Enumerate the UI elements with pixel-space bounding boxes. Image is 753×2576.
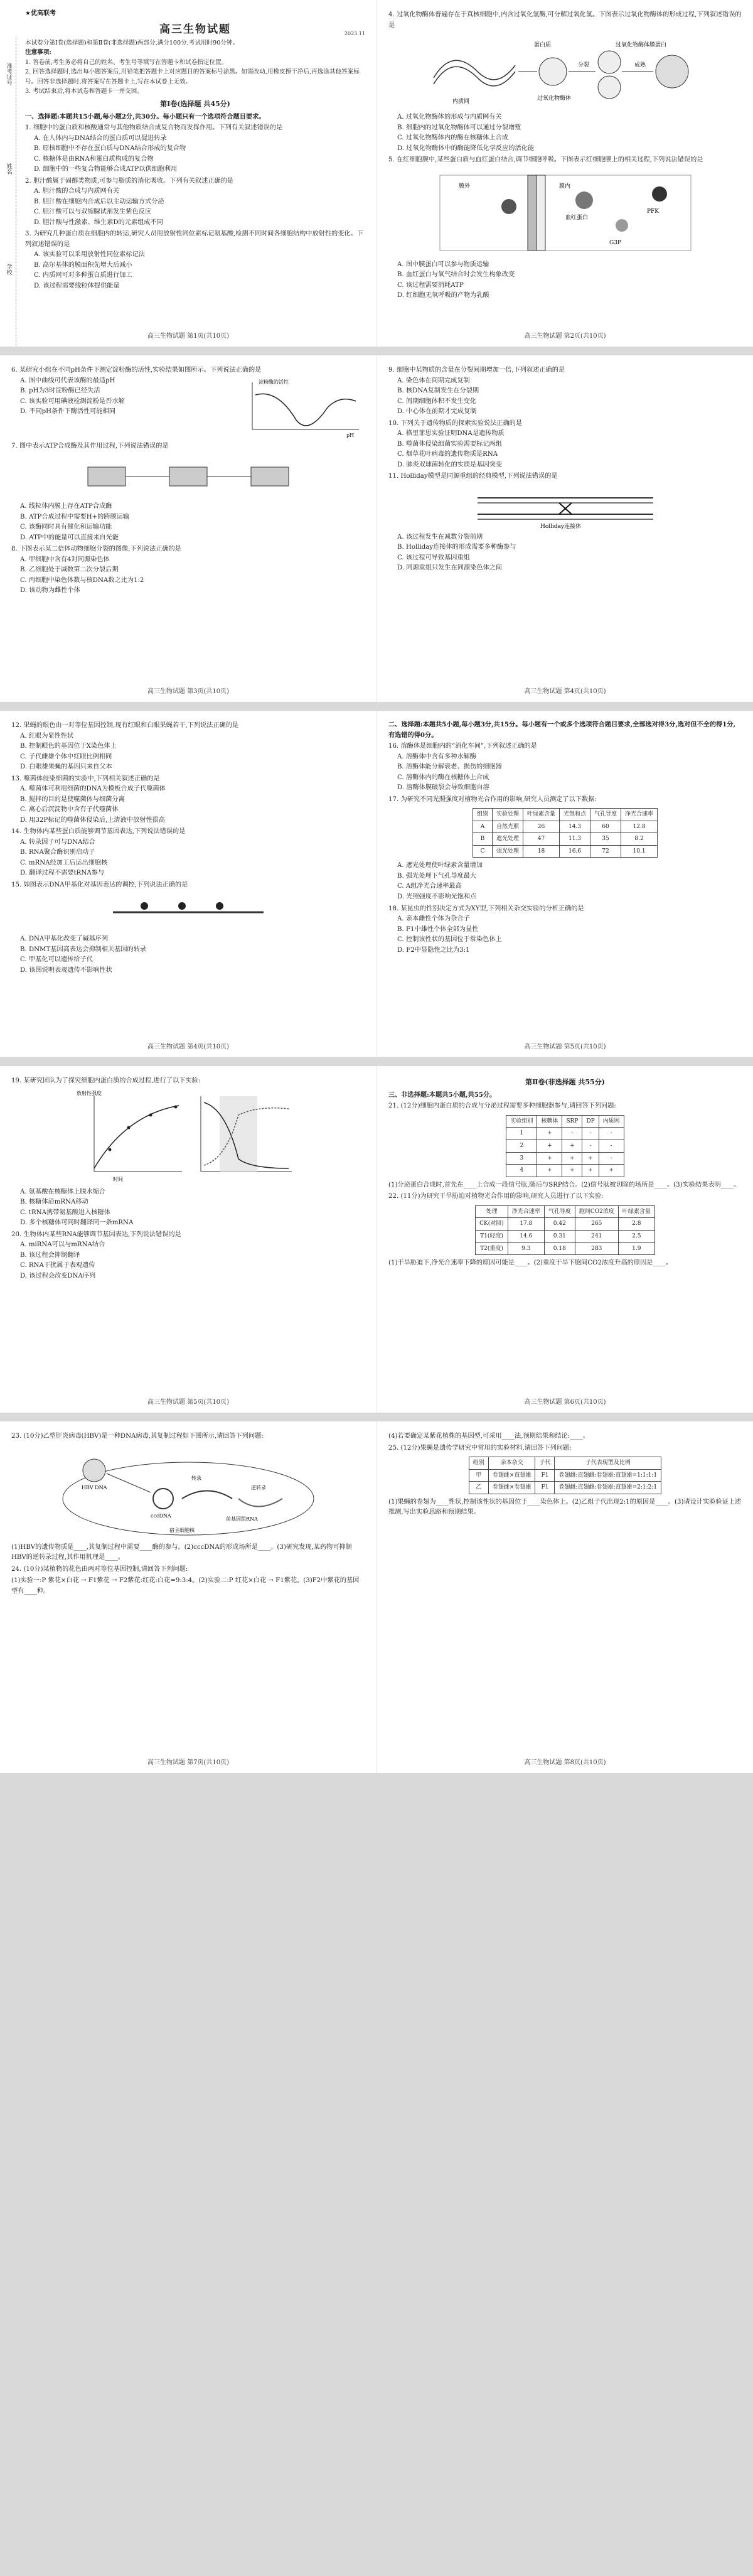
data-table <box>469 1457 661 1494</box>
option: D. 同源重组只发生在同源染色体之间 <box>397 564 503 572</box>
table-cell: 47 <box>523 833 559 846</box>
table-cell: - <box>562 1128 582 1140</box>
table-cell: A <box>473 821 492 833</box>
option: D. 该过程会改变DNA序列 <box>20 1272 96 1280</box>
page-footer: 高三生物试题 第8页(共10页) <box>524 1759 606 1766</box>
option: A. 线粒体内膜上存在ATP合成酶 <box>20 503 112 510</box>
page-2 <box>376 0 753 347</box>
option: D. 该图说明表观遗传不影响性状 <box>20 966 112 974</box>
table-row <box>469 1482 661 1494</box>
question: 18. 某昆虫的性别决定方式为XY型,下列相关杂交实验的分析正确的是 <box>388 905 584 912</box>
option: D. 翻译过程不需要tRNA参与 <box>20 870 105 877</box>
option: D. F2中显隐性之比为3:1 <box>397 946 470 954</box>
option: C. 该过程需要消耗ATP <box>397 281 464 289</box>
table-header: 胞间CO2浓度 <box>575 1205 618 1218</box>
table-cell: - <box>582 1140 599 1153</box>
section-title: 三、非选择题:本题共5小题,共55分。 <box>388 1091 496 1099</box>
table-header: 处理 <box>476 1205 508 1218</box>
section-title: 一、选择题:本题共15小题,每小题2分,共30分。每小题只有一个选项符合题目要求。 <box>25 112 265 121</box>
option: C. 该过程可导致基因重组 <box>397 554 470 561</box>
option: C. 核糖体是由RNA和蛋白质构成的复合物 <box>34 155 154 163</box>
table-header: 核糖体 <box>537 1115 562 1128</box>
table-header: 子代表现型及比例 <box>555 1457 661 1470</box>
chart-xlabel: pH <box>346 432 355 438</box>
option: B. RNA聚合酶识别启动子 <box>20 849 95 856</box>
page-footer: 高三生物试题 第2页(共10页) <box>524 332 606 340</box>
fig-label: Holliday连接体 <box>540 523 581 529</box>
fig-label: cccDNA <box>151 1512 171 1519</box>
fig-label: 膜内 <box>558 183 570 190</box>
option: C. RNA干扰属于表观遗传 <box>20 1262 95 1269</box>
table-cell: 9.3 <box>508 1242 544 1255</box>
table-cell: 卷翅雌:直翅雌:卷翅雄:直翅雄=2:1:2:1 <box>555 1482 661 1494</box>
option: A. 该过程发生在减数分裂前期 <box>397 533 483 541</box>
question: 11. Holliday模型是同源重组的经典模型,下列说法错误的是 <box>388 473 558 480</box>
table-cell: 11.3 <box>560 833 590 846</box>
option: D. 不同pH条件下酶活性可能相同 <box>20 408 115 416</box>
option: A. 过氧化物酶体的形成与内质网有关 <box>397 114 502 121</box>
option: C. 间期细胞体积不发生变化 <box>397 397 476 405</box>
table-row <box>476 1242 655 1255</box>
table-cell: 14.3 <box>560 821 590 833</box>
table-cell: + <box>537 1152 562 1165</box>
table-cell: 卷翅雌×卷翅雄 <box>488 1482 535 1494</box>
option: D. 溶酶体膜破裂会导致细胞自溶 <box>397 784 489 792</box>
option: B. 乙细胞处于减数第二次分裂后期 <box>20 566 119 574</box>
part-title: 第Ⅱ卷(非选择题 共55分) <box>525 1078 605 1086</box>
table-cell: F1 <box>535 1469 555 1482</box>
table-cell: + <box>562 1165 582 1177</box>
option: D. ATP中的能量可以直接来自光能 <box>20 534 119 541</box>
option: D. 该动物为雌性个体 <box>20 587 80 595</box>
note: 2. 回答选择题时,选出每小题答案后,用铅笔把答题卡上对应题目的答案标号涂黑。如需改动,用橡皮擦干净后,再选涂其他答案标号。回答非选择题时,将答案写在答题卡上,写在本试卷上无效。 <box>25 68 360 85</box>
page-footer: 高三生物试题 第3页(共10页) <box>147 687 230 695</box>
table-cell: 14.6 <box>508 1230 544 1242</box>
option: C. 胆汁酸可以与双缩脲试剂发生紫色反应 <box>34 208 152 216</box>
table-cell: 12.8 <box>621 821 658 833</box>
option: B. ATP合成过程中需要H+的跨膜运输 <box>20 513 130 520</box>
question: 7. 图中表示ATP合成酶及其作用过程,下列说法错误的是 <box>11 442 169 450</box>
table-row <box>473 833 657 846</box>
page-footer: 高三生物试题 第5页(共10页) <box>147 1398 230 1406</box>
question: 10. 下列关于遗传物质的探索实验说法正确的是 <box>388 419 523 427</box>
table-header: 净光合速率 <box>508 1205 544 1218</box>
table-header: 叶绿素含量 <box>618 1205 654 1218</box>
question: 9. 细胞中某物质的含量在分裂间期增加一倍,下列叙述正确的是 <box>388 367 565 374</box>
fig-label: 分裂 <box>577 62 589 69</box>
table-row <box>473 821 657 833</box>
table-cell: 3 <box>506 1152 537 1165</box>
question-text: (1)实验一:P 紫花×白花 → F1紫花 → F2紫花:红花:白花=9:3:4。(2)实验二:P 红花×白花 → F1紫花。(3)F2中紫花的基因型有____种。 <box>11 1577 360 1595</box>
fig-label: G3P <box>609 239 621 246</box>
table-cell: 乙 <box>469 1482 488 1494</box>
table-cell: 4 <box>506 1165 537 1177</box>
table-cell: 卷翅雌:直翅雌:卷翅雄:直翅雄=1:1:1:1 <box>555 1469 661 1482</box>
table-cell: + <box>562 1140 582 1153</box>
option: C. 丙细胞中染色体数与核DNA数之比为1:2 <box>20 576 144 584</box>
fig-label: 宿主细胞核 <box>169 1527 195 1533</box>
page-title: 高三生物试题 <box>159 23 231 36</box>
question: 1. 细胞中的蛋白质和核酸通常与其他物质结合成复合物而发挥作用。下列有关叙述错误的是 <box>25 124 283 132</box>
table-header: 亲本杂交 <box>488 1457 535 1470</box>
question: 2. 胆汁酸属于固醇类物质,可参与脂质的消化吸收。下列有关叙述正确的是 <box>25 177 234 185</box>
option: D. 光照强度不影响光饱和点 <box>397 893 477 900</box>
fig-label: 逆转录 <box>251 1484 266 1490</box>
table-header: 实验组别 <box>506 1115 537 1128</box>
hbv-diagram <box>50 1445 326 1539</box>
option: B. Holliday连接体的形成需要多种酶参与 <box>397 544 516 551</box>
question: 20. 生物体内某些RNA能够调节基因表达,下列说法错误的是 <box>11 1231 181 1238</box>
table-header: 气孔导度 <box>590 809 621 821</box>
date: 2023.11 <box>344 30 365 36</box>
table-header: 内质网 <box>599 1115 624 1128</box>
table-cell: 72 <box>590 845 621 858</box>
note: 1. 答卷前,考生务必将自己的姓名、考生号等填写在答题卡和试卷指定位置。 <box>25 58 228 66</box>
page-footer: 高三生物试题 第5页(共10页) <box>524 1043 606 1050</box>
option: A. 格里菲思实验证明DNA是遗传物质 <box>397 430 505 438</box>
table-cell: - <box>582 1128 599 1140</box>
option: A. 噬菌体可利用细菌的DNA为模板合成子代噬菌体 <box>20 785 166 793</box>
table-row <box>473 845 657 858</box>
table-cell: 0.31 <box>544 1230 575 1242</box>
fig-label: HBV DNA <box>82 1484 107 1490</box>
table-header: 叶绿素含量 <box>523 809 559 821</box>
table-header: 气孔导度 <box>544 1205 575 1218</box>
table-cell: 2.5 <box>618 1230 654 1242</box>
question: 15. 如图表示DNA甲基化对基因表达的调控,下列说法正确的是 <box>11 881 188 888</box>
question: 23. (10分)乙型肝炎病毒(HBV)是一种DNA病毒,其复制过程如下图所示,请回答下列问题: <box>11 1433 264 1440</box>
table-cell: F1 <box>535 1482 555 1494</box>
option: D. 该过程需要线粒体提供能量 <box>34 282 120 289</box>
page-3 <box>0 355 376 702</box>
chart-xlabel: 时间 <box>113 1176 123 1182</box>
enzyme-chart <box>240 376 365 439</box>
table-cell: + <box>599 1165 624 1177</box>
question-text: (1)果蝇的卷翅为____性状,控制该性状的基因位于____染色体上。(2)乙组子代出现2:1的原因是____。(3)请设计实验验证上述推测,写出实验思路和预期结果。 <box>388 1498 742 1516</box>
table-cell: 283 <box>575 1242 618 1255</box>
peroxisome-diagram <box>427 34 703 109</box>
option: C. 过氧化物酶体内的酶在核糖体上合成 <box>397 134 508 142</box>
table-header: DP <box>582 1115 599 1128</box>
table-row <box>506 1152 624 1165</box>
option: B. 控制眼色的基因位于X染色体上 <box>20 743 117 750</box>
table-cell: 18 <box>523 845 559 858</box>
option: A. 胆汁酸的合成与内质网有关 <box>34 188 120 195</box>
fig-label: PFK <box>646 208 659 215</box>
fig-label: 转录 <box>191 1475 201 1481</box>
table-cell: + <box>537 1165 562 1177</box>
option: B. F1中雄性个体全部为显性 <box>397 925 479 933</box>
option: D. 多个核糖体可同时翻译同一条mRNA <box>20 1219 134 1227</box>
question-text: (1)HBV的遗传物质是____,其复制过程中需要____酶的参与。(2)cccDNA的形成场所是____。(3)研究发现,某药物可抑制HBV的逆转录过程,其作用机理是____。 <box>11 1543 352 1561</box>
page-9 <box>0 1421 376 1773</box>
question: 6. 某研究小组在不同pH条件下测定淀粉酶的活性,实验结果如图所示。下列说法正确的是 <box>11 367 262 374</box>
option: B. 原核细胞中不存在蛋白质与DNA结合形成的复合物 <box>34 145 186 153</box>
option: C. 离心后沉淀物中含有子代噬菌体 <box>20 806 119 814</box>
table-header: 光饱和点 <box>560 809 590 821</box>
table-cell: 16.6 <box>560 845 590 858</box>
data-table <box>506 1115 624 1177</box>
table-cell: 2.8 <box>618 1218 654 1231</box>
note: 注意事项: <box>25 49 51 57</box>
option: C. A组净光合速率最高 <box>397 883 462 890</box>
side-label: 姓名 <box>5 163 12 175</box>
option: D. 中心体在前期才完成复制 <box>397 408 477 416</box>
option: B. 搅拌的目的是使噬菌体与细菌分离 <box>20 795 125 803</box>
table-row <box>506 1128 624 1140</box>
table-cell: 1 <box>506 1128 537 1140</box>
option: C. 烟草花叶病毒的遗传物质是RNA <box>397 451 498 458</box>
option: A. 图中膜蛋白可以参与物质运输 <box>397 261 489 268</box>
question: 13. 噬菌体侵染细菌的实验中,下列相关叙述正确的是 <box>11 775 160 782</box>
table-cell: 60 <box>590 821 621 833</box>
option: A. 遮光处理使叶绿素含量增加 <box>397 862 483 870</box>
table-cell: 2 <box>506 1140 537 1153</box>
option: B. 高尔基体的膜面积先增大后减小 <box>34 261 132 269</box>
option: A. 溶酶体中含有多种水解酶 <box>397 753 476 760</box>
table-cell: 甲 <box>469 1469 488 1482</box>
table-cell: CK(对照) <box>476 1218 508 1231</box>
option: A. 亲本雌性个体为杂合子 <box>397 915 470 923</box>
option: A. miRNA可以与mRNA结合 <box>20 1241 105 1249</box>
part-title: 第Ⅰ卷(选择题 共45分) <box>160 99 230 108</box>
fig-label: 血红蛋白 <box>565 214 588 221</box>
table-cell: + <box>562 1152 582 1165</box>
option: C. 该酶同时具有催化和运输功能 <box>20 524 112 531</box>
table-cell: - <box>599 1152 624 1165</box>
data-table <box>473 808 658 858</box>
fig-label: 膜外 <box>458 183 470 190</box>
page-5 <box>0 711 376 1057</box>
option: B. DNMT基因高表达会抑制相关基因的转录 <box>20 946 147 953</box>
option: D. 胆汁酸与性激素、维生素D的元素组成不同 <box>34 218 163 226</box>
table-cell: 0.42 <box>544 1218 575 1231</box>
option: B. 核糖体沿mRNA移动 <box>20 1199 88 1206</box>
page-footer: 高三生物试题 第6页(共10页) <box>524 1398 606 1406</box>
table-header: 组别 <box>473 809 492 821</box>
page-footer: 高三生物试题 第1页(共10页) <box>147 332 230 340</box>
question: 25. (12分)果蝇是遗传学研究中常用的实验材料,请回答下列问题: <box>388 1444 572 1452</box>
table-row <box>506 1165 624 1177</box>
table-row <box>506 1140 624 1153</box>
option: B. 血红蛋白与氧气结合时会发生构象改变 <box>397 271 515 279</box>
option: D. 细胞中的一些复合物能够合成ATP以供细胞利用 <box>34 166 178 173</box>
question: 22. (11分)为研究干旱胁迫对植物光合作用的影响,研究人员进行了以下实验: <box>388 1193 604 1200</box>
fig-label: 过氧化物酶体 <box>537 95 571 102</box>
option: B. 细胞内的过氧化物酶体可以通过分裂增殖 <box>397 124 521 131</box>
option: B. 胆汁酸在细胞内合成后以主动运输方式分泌 <box>34 198 164 205</box>
option: C. 控制该性状的基因位于常染色体上 <box>397 936 502 944</box>
table-cell: + <box>537 1128 562 1140</box>
option: B. 强光处理下气孔导度最大 <box>397 872 477 880</box>
option: B. 溶酶体能分解衰老、损伤的细胞器 <box>397 763 502 771</box>
question-text: (4)若要确定某紫花植株的基因型,可采用____法,预期结果和结论:____。 <box>388 1433 589 1440</box>
table-row <box>476 1230 655 1242</box>
table-cell: 10.1 <box>621 845 658 858</box>
option: D. 白眼雄果蝇的基因只来自父本 <box>20 763 112 771</box>
page-footer: 高三生物试题 第4页(共10页) <box>524 687 606 695</box>
option: C. 内质网可对多种蛋白质进行加工 <box>34 272 132 279</box>
question: 4. 过氧化物酶体普遍存在于真核细胞中,内含过氧化氢酶,可分解过氧化氢。下图表示过氧化物酶体的形成过程,下列叙述错误的是 <box>388 11 742 29</box>
table-cell: - <box>599 1140 624 1153</box>
table-cell: 自然光照 <box>492 821 523 833</box>
table-cell: C <box>473 845 492 858</box>
table-cell: 卷翅雌×直翅雄 <box>488 1469 535 1482</box>
option: C. 甲基化可以遗传给子代 <box>20 956 93 964</box>
note: 3. 考试结束后,将本试卷和答题卡一并交回。 <box>25 88 143 95</box>
question: 21. (12分)细胞内蛋白质的合成与分泌过程需要多种细胞器参与,请回答下列问题: <box>388 1102 616 1110</box>
table-header: 子代 <box>535 1457 555 1470</box>
option: D. 红细胞无氧呼吸的产物为乳酸 <box>397 292 489 299</box>
question-text: (1)分泌蛋白合成时,首先在____上合成一段信号肽,随后与SRP结合。(2)信号肽被切除的场所是____。(3)实验结果表明____。 <box>388 1181 740 1188</box>
table-cell: + <box>582 1152 599 1165</box>
table-header: SRP <box>562 1115 582 1128</box>
option: B. pH为3时淀粉酶已经失活 <box>20 387 100 395</box>
option: D. 过氧化物酶体中的酶能降低化学反应的活化能 <box>397 144 535 152</box>
option: C. 子代雌雄个体中红眼比例相同 <box>20 753 112 760</box>
fig-label: 成熟 <box>634 62 646 69</box>
fig-label: 内质网 <box>452 99 469 105</box>
question: 24. (10分)某植物的花色由两对等位基因控制,请回答下列问题: <box>11 1565 188 1573</box>
table-cell: 强光处理 <box>492 845 523 858</box>
option: A. 甲细胞中含有4对同源染色体 <box>20 556 110 563</box>
table-cell: 1.9 <box>618 1242 654 1255</box>
page-footer: 高三生物试题 第4页(共10页) <box>147 1043 230 1050</box>
page-10 <box>376 1421 753 1773</box>
table-cell: T1(轻度) <box>476 1230 508 1242</box>
option: A. 图中曲线可代表该酶的最适pH <box>20 377 115 384</box>
page-3b <box>376 355 753 702</box>
option: C. 溶酶体内的酶在核糖体上合成 <box>397 773 489 781</box>
option: A. 该实验可以采用放射性同位素标记法 <box>34 251 145 259</box>
atp-diagram <box>69 455 307 498</box>
option: C. 该实验可用碘液检测淀粉是否水解 <box>20 397 125 405</box>
side-label: 准考证号 <box>5 63 12 85</box>
side-margin <box>0 38 16 347</box>
table-row <box>469 1469 661 1482</box>
synthesis-chart <box>75 1090 301 1184</box>
table-cell: 8.2 <box>621 833 658 846</box>
table-cell: T2(重度) <box>476 1242 508 1255</box>
fig-label: 蛋白质 <box>533 42 551 49</box>
question: 14. 生物体内某些蛋白质能够调节基因表达,下列说法错误的是 <box>11 828 186 836</box>
option: D. 用32P标记的噬菌体侵染后,上清液中放射性很高 <box>20 816 165 824</box>
table-cell: 241 <box>575 1230 618 1242</box>
page-1 <box>0 0 376 347</box>
option: A. 氨基酸在核糖体上脱水缩合 <box>20 1188 106 1195</box>
table-cell: B <box>473 833 492 846</box>
option: C. tRNA携带氨基酸进入核糖体 <box>20 1209 110 1216</box>
option: A. 红眼为显性性状 <box>20 732 74 740</box>
page-7 <box>0 1066 376 1413</box>
question: 3. 为研究几种蛋白质在细胞内的转运,研究人员用放射性同位素标记氨基酸,检测不同时间各细胞结构中放射性的变化。下列叙述错误的是 <box>25 230 363 248</box>
question: 17. 为研究不同光照强度对植物光合作用的影响,研究人员测定了以下数据: <box>388 795 597 803</box>
table-header: 组别 <box>469 1457 488 1470</box>
table-cell: - <box>599 1128 624 1140</box>
table-cell: 265 <box>575 1218 618 1231</box>
option: B. 核DNA复制发生在分裂期 <box>397 387 479 395</box>
table-cell: + <box>537 1140 562 1153</box>
option: A. 在人体内与DNA结合的蛋白质可以促进转录 <box>34 134 167 142</box>
question: 8. 下图表示某二倍体动物细胞分裂的图像,下列说法正确的是 <box>11 546 181 553</box>
chart-title: 淀粉酶的活性 <box>259 379 289 385</box>
holliday-diagram <box>471 485 660 529</box>
option: B. 噬菌体侵染细菌实验需要标记两组 <box>397 440 502 448</box>
section-title: 二、选择题:本题共5小题,每小题3分,共15分。每小题有一个或多个选项符合题目要求,全部选对得3分,选对但不全的得1分,有选错的得0分。 <box>388 721 736 739</box>
methylation-diagram <box>107 893 270 931</box>
table-cell: + <box>582 1165 599 1177</box>
table-cell: 35 <box>590 833 621 846</box>
note: 本试卷分第Ⅰ卷(选择题)和第Ⅱ卷(非选择题)两部分,满分100分,考试用时90分钟。 <box>25 39 239 46</box>
table-header: 实验处理 <box>492 809 523 821</box>
page-8 <box>376 1066 753 1413</box>
question: 19. 某研究团队为了探究细胞内蛋白质的合成过程,进行了以下实验: <box>11 1077 201 1084</box>
brand: ★优高联考 <box>25 10 56 17</box>
table-cell: 26 <box>523 821 559 833</box>
chart-ylabel: 放射性强度 <box>77 1090 102 1096</box>
table-cell: 遮光处理 <box>492 833 523 846</box>
membrane-diagram <box>434 169 697 257</box>
page-footer: 高三生物试题 第7页(共10页) <box>147 1759 230 1766</box>
fig-label: 前基因组RNA <box>226 1516 258 1522</box>
table-cell: 17.8 <box>508 1218 544 1231</box>
question: 5. 在红细胞膜中,某些蛋白质与血红蛋白结合,调节细胞呼吸。下图表示红细胞膜上的相关过程,下列说法错误的是 <box>388 156 703 164</box>
fig-label: 过氧化物酶体膜蛋白 <box>615 42 666 49</box>
page-6 <box>376 711 753 1057</box>
data-table <box>475 1205 655 1255</box>
option: C. mRNA经加工后运出细胞核 <box>20 859 108 866</box>
table-header: 净光合速率 <box>621 809 658 821</box>
option: A. 染色体在间期完成复制 <box>397 377 470 384</box>
question: 12. 果蝇的眼色由一对等位基因控制,现有红眼和白眼果蝇若干,下列说法正确的是 <box>11 722 239 729</box>
option: A. DNA甲基化改变了碱基序列 <box>20 935 109 943</box>
option: A. 转录因子可与DNA结合 <box>20 838 95 846</box>
table-cell: 0.18 <box>544 1242 575 1255</box>
option: D. 肺炎双球菌转化的实质是基因突变 <box>397 461 503 468</box>
question: 16. 溶酶体是细胞内的“消化车间”,下列叙述正确的是 <box>388 743 537 750</box>
option: B. 该过程会抑制翻译 <box>20 1251 80 1259</box>
side-label: 学校 <box>5 264 12 275</box>
table-row <box>476 1218 655 1231</box>
question-text: (1)干旱胁迫下,净光合速率下降的原因可能是____。(2)重度干旱下胞间CO2浓度升高的原因是____。 <box>388 1259 673 1267</box>
